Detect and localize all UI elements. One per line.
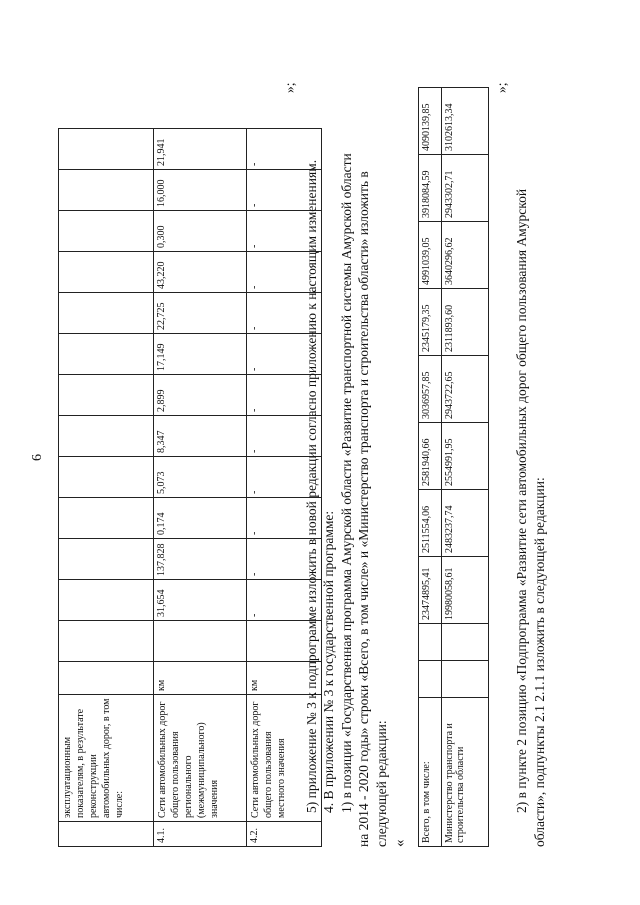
row-unit: км [247, 662, 322, 695]
value-cell: 2943722,65 [442, 356, 489, 423]
value-cell: 23474895,41 [419, 557, 442, 624]
value-cell: 21,941 [154, 129, 247, 170]
value-cell [59, 580, 154, 621]
value-cell [59, 375, 154, 416]
row-unit [59, 662, 154, 695]
table2-closing: »; [494, 82, 509, 93]
table-row [154, 129, 247, 847]
value-cell: 3036957,85 [419, 356, 442, 423]
paragraph-4: 4. В приложении № 3 к государственной программе: [321, 510, 336, 813]
value-cell [59, 334, 154, 375]
value-cell: - [247, 129, 322, 170]
value-cell: - [247, 252, 322, 293]
value-cell: 2311893,60 [442, 289, 489, 356]
value-cell: 2483237,74 [442, 490, 489, 557]
value-cell: - [247, 211, 322, 252]
value-cell: 43,220 [154, 252, 247, 293]
value-cell [59, 498, 154, 539]
row-number: 4.2. [247, 822, 322, 847]
indicators-table [58, 128, 322, 847]
row-unit: км [154, 662, 247, 695]
value-cell: 4090139,85 [419, 88, 442, 155]
value-cell: 0,300 [154, 211, 247, 252]
value-cell: 31,654 [154, 580, 247, 621]
table1-closing: »; [282, 82, 297, 93]
value-cell: - [247, 375, 322, 416]
paragraph-2-line-1: 2) в пункте 2 позицию «Подпрограмма «Развитие сети автомобильных дорог общего пользования Амурской [514, 188, 529, 813]
table-row [59, 129, 154, 847]
value-cell [59, 170, 154, 211]
value-cell: 16,000 [154, 170, 247, 211]
value-cell: - [247, 498, 322, 539]
paragraph-1-line-3: следующей редакции: [374, 720, 389, 847]
paragraph-1-line-2: на 2014 - 2020 годы» строки «Всего, в том числе» и «Министерство транспорта и строительства области» изложить в [356, 171, 371, 847]
value-cell [59, 457, 154, 498]
row-name: Сети автомобильных дорог общего пользования местного значения [247, 695, 322, 822]
value-cell: - [247, 457, 322, 498]
value-cell: 0,174 [154, 498, 247, 539]
value-cell [59, 416, 154, 457]
row-number: 4.1. [154, 822, 247, 847]
value-cell: - [247, 580, 322, 621]
page-number: 6 [30, 454, 45, 461]
row-name: Министерство транспорта и строительства области [442, 698, 489, 847]
value-cell: 2,899 [154, 375, 247, 416]
value-cell [442, 624, 489, 661]
value-cell: 2511554,06 [419, 490, 442, 557]
paragraph-5: 5) приложение № 3 к подпрограмме изложить в новой редакции согласно приложению к настоящим изменениям. [304, 159, 319, 813]
value-cell [419, 661, 442, 698]
table-row [442, 88, 489, 847]
value-cell: 4991039,05 [419, 222, 442, 289]
value-cell: - [247, 416, 322, 457]
value-cell: 8,347 [154, 416, 247, 457]
value-cell [59, 621, 154, 662]
value-cell: 3918084,59 [419, 155, 442, 222]
value-cell: 22,725 [154, 293, 247, 334]
value-cell [59, 129, 154, 170]
value-cell: - [247, 334, 322, 375]
paragraph-1-line-1: 1) в позиции «Государственная программа Амурской области «Развитие транспортной системы Амурской области [339, 153, 354, 813]
row-name: Сети автомобильных дорог общего пользования регионального (межмуниципального) значения [154, 695, 247, 822]
value-cell: 2581940,66 [419, 423, 442, 490]
value-cell [59, 539, 154, 580]
value-cell: 2943302,71 [442, 155, 489, 222]
value-cell [59, 293, 154, 334]
row-name: Всего, в том числе: [419, 698, 442, 847]
value-cell: - [247, 293, 322, 334]
row-number [59, 822, 154, 847]
value-cell: - [247, 539, 322, 580]
value-cell: 5,073 [154, 457, 247, 498]
value-cell: 19980058,61 [442, 557, 489, 624]
value-cell [59, 252, 154, 293]
open-quote: « [392, 839, 408, 847]
finance-table [418, 87, 489, 847]
value-cell: 2345179,35 [419, 289, 442, 356]
value-cell: 2554991,95 [442, 423, 489, 490]
value-cell: 3102613,34 [442, 88, 489, 155]
value-cell: 137,828 [154, 539, 247, 580]
value-cell: 17,149 [154, 334, 247, 375]
paragraph-2-line-2: области», подпункты 2.1 2.1.1 изложить в следующей редакции: [532, 477, 547, 847]
row-name: эксплуатационным показателям, в результате реконструкции автомобильных дорог, в том числе: [59, 695, 154, 822]
table-row [419, 88, 442, 847]
value-cell [419, 624, 442, 661]
value-cell: 3640296,62 [442, 222, 489, 289]
value-cell [442, 661, 489, 698]
value-cell [59, 211, 154, 252]
value-cell [154, 621, 247, 662]
value-cell: - [247, 170, 322, 211]
